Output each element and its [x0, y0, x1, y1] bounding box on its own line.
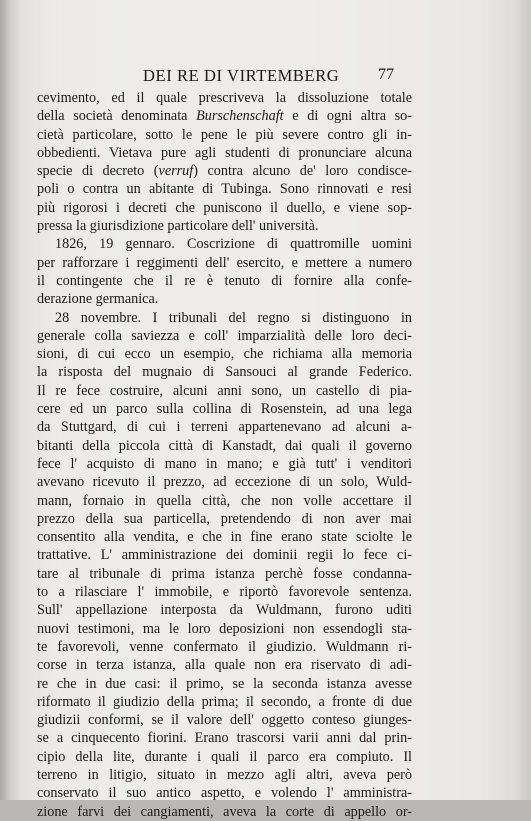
- text-line: Sull' appellazione interposta da Wuldmann, furono uditi: [37, 602, 412, 619]
- text-line: 1826, 19 gennaro. Coscrizione di quattromille uomini: [55, 236, 412, 253]
- text-line: prezzo della sua particella, pretendendo di non aver mai: [37, 510, 412, 527]
- text-line: riformato il giudizio della prima; il secondo, a fronte di due: [37, 693, 412, 710]
- text-line: consentito alla vendita, e che in fine erano state sciolte le: [37, 529, 412, 546]
- running-title: DEI RE DI VIRTEMBERG: [143, 66, 340, 85]
- text-line-part: e di ogni altra so-: [283, 108, 412, 125]
- text-line: avevano ricevuto il prezzo, ad eccezione di un solo, Wuld-: [37, 474, 412, 491]
- text-line: cipio della lite, durante i quali il parco era compiuto. Il: [37, 748, 412, 765]
- body-text: [37, 89, 412, 821]
- text-line: 28 novembre. I tribunali del regno si distinguono in: [55, 309, 412, 326]
- text-line: terreno in litigio, situato in mezzo agli altri, aveva però: [37, 766, 412, 783]
- text-line: mann, fornaio in quella città, che non volle accettare il: [37, 492, 412, 509]
- text-line: poli o contra un abitante di Tubinga. Sono rinnovati e resi: [37, 181, 412, 198]
- text-line: se a cinquecento fiorini. Erano trascorsi varii anni dal prin-: [37, 730, 412, 747]
- text-line: generale colla saviezza e coll' imparzialità delle loro deci-: [37, 327, 412, 344]
- italic-term: Burschenschaft: [196, 108, 284, 125]
- text-line: la risposta del mugnaio di Sansouci al grande Federico.: [37, 364, 412, 381]
- text-line: [37, 107, 412, 125]
- text-line: il contingente che il re è tenuto di fornire alla confe-: [37, 272, 412, 289]
- text-line: sioni, di cui ecco un esempio, che richiama alla memoria: [37, 346, 412, 363]
- text-line: bitanti della piccola città di Kanstadt, dai quali il governo: [37, 437, 412, 454]
- text-line: più rigorosi i decreti che puniscono il duello, e viene sop-: [37, 199, 412, 216]
- italic-term: verruf: [158, 163, 194, 180]
- text-line: to a rilasciare l' immobile, e riportò favorevole sentenza.: [37, 584, 412, 601]
- text-line: derazione germanica.: [37, 291, 159, 308]
- text-line: [37, 162, 412, 180]
- text-line: cietà particolare, sotto le pene le più severe contro gli in-: [37, 126, 412, 143]
- text-line: da Stuttgard, di cui i terreni appartenevano ad alcuni a-: [37, 419, 412, 436]
- text-line: obbedienti. Vietava pure agli studenti di pronunciare alcuna: [37, 144, 412, 161]
- text-line: trattative. L' amministrazione dei dominii regii lo fece ci-: [37, 547, 412, 564]
- page-header: [0, 66, 531, 88]
- page-number: 77: [378, 66, 394, 83]
- text-line: re che in due casi: il primo, se la seconda istanza avesse: [37, 675, 412, 692]
- text-line: cevimento, ed il quale prescriveva la dissoluzione totale: [37, 90, 412, 106]
- text-line: nuovi testimoni, ma le loro deposizioni non essendogli sta-: [37, 620, 412, 637]
- text-line-part: ) contra alcuno de' loro condisce-: [193, 163, 412, 180]
- text-line: per rafforzare i reggimenti dell' esercito, e mettere a numero: [37, 254, 412, 271]
- text-line: conservato il suo antico aspetto, e volendo l' amministra-: [37, 785, 412, 802]
- text-line: tare al tribunale di prima istanza perchè fosse condanna-: [37, 565, 412, 582]
- text-line: corse in terza istanza, alla quale non era riservato di adi-: [37, 657, 412, 674]
- text-line: fece l' acquisto di mano in mano; e già tutt' i venditori: [37, 455, 412, 472]
- text-line-part: specie di decreto (: [37, 163, 159, 180]
- text-line: cere ed un parco sulla collina di Rosenstein, ad una lega: [37, 401, 412, 418]
- text-line: pressa la giurisdizione particolare dell' università.: [37, 218, 319, 235]
- text-line-part: della società denominata: [37, 108, 197, 125]
- text-line: giudizii conformi, se il valore dell' oggetto conteso giunges-: [37, 712, 412, 729]
- text-line: Il re fece costruire, alcuni anni sono, un castello di pia-: [37, 382, 412, 399]
- text-line: te favorevoli, venne confermato il giudizio. Wuldmann ri-: [37, 638, 412, 655]
- text-line: zione farvi dei cangiamenti, aveva la corte di appello or-: [37, 803, 412, 820]
